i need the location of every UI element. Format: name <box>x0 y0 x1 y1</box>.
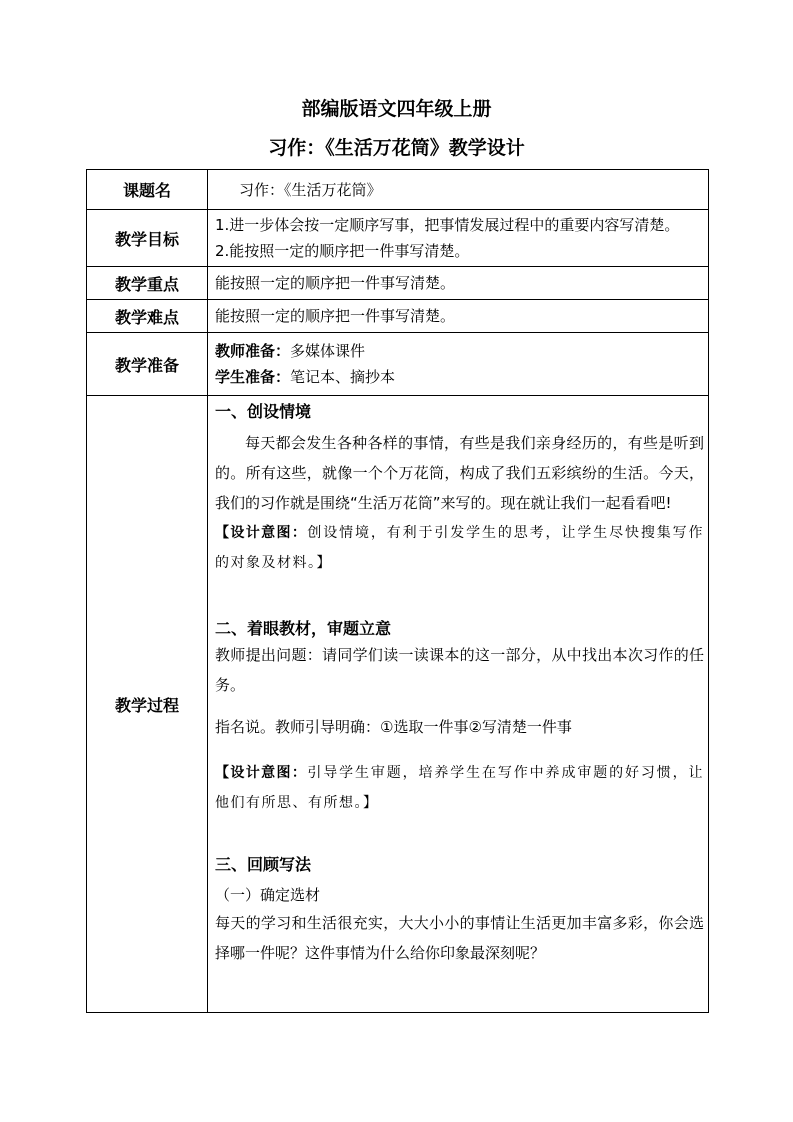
process-section-3 <box>215 852 704 968</box>
preparation-cell <box>208 333 709 396</box>
preparation-label: 教学准备 <box>87 333 208 396</box>
section-2-text-2: 指名说。教师引导明确：①选取一件事②写清楚一件事 <box>215 718 572 736</box>
table-row-preparation <box>87 333 709 396</box>
process-section-1 <box>215 399 704 578</box>
process-section-2 <box>215 616 704 818</box>
table-row-difficulty <box>87 300 709 333</box>
teacher-preparation-value: 多媒体课件 <box>290 342 366 360</box>
section-1-text: 每天都会发生各种各样的事情，有些是我们亲身经历的，有些是听到的。所有这些，就像一个个万花筒，构成了我们五彩缤纷的生活。今天，我们的习作就是围绕“生活万花筒”来写的。现在就让我们一起看看吧! <box>215 434 704 512</box>
section-3-heading: 三、回顾写法 <box>215 855 312 874</box>
teacher-preparation-label: 教师准备： <box>215 342 291 360</box>
section-1-heading: 一、创设情境 <box>215 402 312 421</box>
student-preparation-value: 笔记本、摘抄本 <box>290 368 396 386</box>
section-2-heading: 二、着眼教材，审题立意 <box>215 619 392 638</box>
difficulty-cell <box>208 300 709 333</box>
section-2-design-note <box>215 758 704 818</box>
section-2-text: 教师提出问题：请同学们读一读课本的这一部分，从中找出本次习作的任务。 <box>215 646 704 694</box>
process-label: 教学过程 <box>87 396 208 1013</box>
topic-label: 课题名 <box>87 170 208 210</box>
key-point-value: 能按照一定的顺序把一件事写清楚。 <box>215 274 456 292</box>
goals-label: 教学目标 <box>87 210 208 267</box>
table-row-process <box>87 396 709 1013</box>
goal-line-1: 1.进一步体会按一定顺序写事，把事情发展过程中的重要内容写清楚。 <box>215 216 680 234</box>
process-cell <box>208 396 709 1013</box>
table-row-key-point <box>87 267 709 300</box>
difficulty-label: 教学难点 <box>87 300 208 333</box>
section-3-text: 每天的学习和生活很充实，大大小小的事情让生活更加丰富多彩，你会选择哪一件呢？这件事情为什么给你印象最深刻呢？ <box>215 914 704 962</box>
goals-cell <box>208 210 709 267</box>
table-row-goals <box>87 210 709 267</box>
section-1-design-text: 创设情境，有利于引发学生的思考，让学生尽快搜集写作的对象及材料。】 <box>215 525 705 571</box>
key-point-cell <box>208 267 709 300</box>
section-1-design-tag: 【设计意图： <box>215 525 308 541</box>
section-1-design-note <box>215 518 704 578</box>
section-2-design-tag: 【设计意图： <box>215 765 308 781</box>
topic-value: 习作：《生活万花筒》 <box>239 180 382 199</box>
lesson-plan-table <box>86 169 709 1013</box>
document-subtitle: 习作：《生活万花筒》教学设计 <box>268 137 525 159</box>
difficulty-value: 能按照一定的顺序把一件事写清楚。 <box>215 307 456 325</box>
student-preparation <box>215 364 704 390</box>
document-title: 部编版语文四年级上册 <box>301 98 492 120</box>
teacher-preparation <box>215 338 704 364</box>
section-2-design-text: 引导学生审题，培养学生在写作中养成审题的好习惯，让他们有所思、有所想。】 <box>215 765 705 811</box>
section-3-subheading: （一）确定选材 <box>215 886 321 904</box>
student-preparation-label: 学生准备： <box>215 368 291 386</box>
key-point-label: 教学重点 <box>87 267 208 300</box>
goal-line-2: 2.能按照一定的顺序把一件事写清楚。 <box>215 242 470 260</box>
table-row-topic <box>87 170 709 210</box>
topic-cell <box>208 170 709 210</box>
